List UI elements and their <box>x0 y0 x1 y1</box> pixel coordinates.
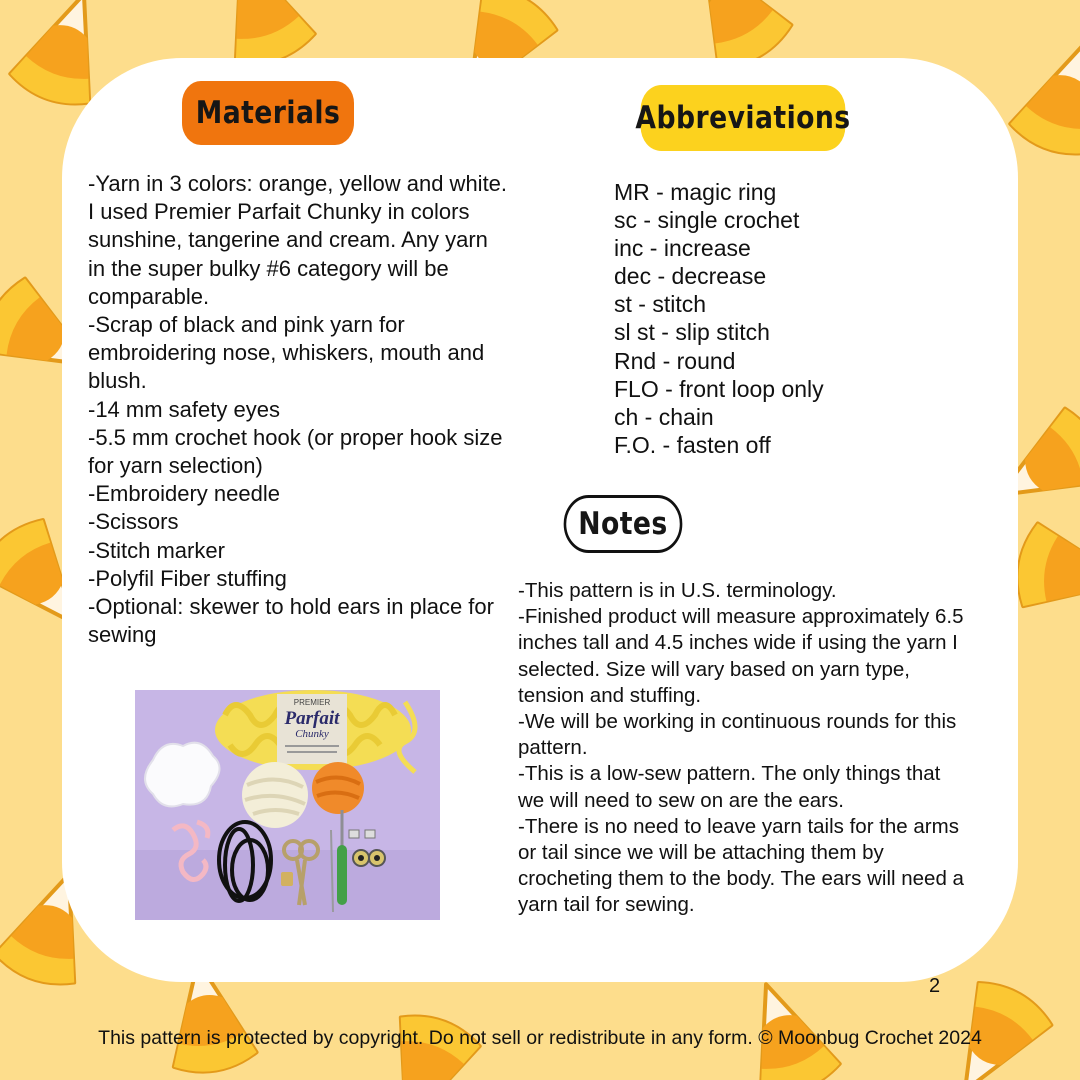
abbreviation-item: MR - magic ring <box>614 179 777 205</box>
materials-line: -Scissors <box>88 509 179 535</box>
materials-line: -Polyfil Fiber stuffing <box>88 565 287 591</box>
abbreviation-item: st - stitch <box>614 291 707 318</box>
abbreviation-item: F.O. - fasten off <box>614 431 771 458</box>
copyright-footer: This pattern is protected by copyright. Do not sell or redistribute in any form. © Moonbug Crochet 2024 <box>98 1027 982 1049</box>
notes-list <box>518 578 964 919</box>
materials-line: -Stitch marker <box>88 537 225 563</box>
abbreviations-heading: Abbreviations <box>641 85 846 151</box>
abbreviation-item: ch - chain <box>614 403 714 430</box>
label-product: Parfait <box>284 708 340 729</box>
abbreviation-item: dec - decrease <box>614 263 767 290</box>
notes-line: -This pattern is in U.S. terminology. <box>518 579 837 602</box>
label-brand: PREMIER <box>293 698 331 707</box>
materials-line: -14 mm safety eyes <box>88 396 280 422</box>
label-variant: Chunky <box>295 728 329 740</box>
abbreviation-item: Rnd - round <box>614 347 736 374</box>
materials-heading: Materials <box>182 81 354 145</box>
abbreviation-item: sl st - slip stitch <box>614 319 770 346</box>
materials-list <box>88 170 508 649</box>
notes-line: -There is no need to leave yarn tails for the arms or tail since we will be attaching them by crocheting them to the body. The ears will need a yarn tail for sewing. <box>518 814 964 917</box>
yellow-yarn-skein <box>215 690 411 770</box>
materials-line: -Embroidery needle <box>88 481 280 507</box>
stitch-marker <box>281 872 293 886</box>
notes-line: -This is a low-sew pattern. The only things that we will need to sew on are the ears. <box>518 762 941 812</box>
orange-yarn-ball <box>312 762 364 814</box>
materials-line: -Yarn in 3 colors: orange, yellow and white. I used Premier Parfait Chunky in colors sunshine, tangerine and cream. Any yarn in the super bulky #6 category will be comparable. <box>88 171 508 309</box>
abbreviation-item: sc - single crochet <box>614 207 800 234</box>
abbreviation-item: FLO - front loop only <box>614 375 824 402</box>
materials-line: -Scrap of black and pink yarn for embroidering nose, whiskers, mouth and blush. <box>88 312 485 394</box>
materials-line: -Optional: skewer to hold ears in place for sewing <box>88 594 494 648</box>
materials-photo <box>135 690 440 920</box>
abbreviations-list <box>614 178 824 459</box>
materials-line: -5.5 mm crochet hook (or proper hook size for yarn selection) <box>88 424 503 479</box>
abbreviation-item: inc - increase <box>614 235 751 262</box>
notes-line: -We will be working in continuous rounds for this pattern. <box>518 710 957 760</box>
page-number: 2 <box>929 975 941 997</box>
notes-line: -Finished product will measure approximately 6.5 inches tall and 4.5 inches wide if using the yarn I selected. Size will vary based on yarn type, tension and stuffing. <box>518 605 964 707</box>
notes-heading: Notes <box>564 495 683 553</box>
